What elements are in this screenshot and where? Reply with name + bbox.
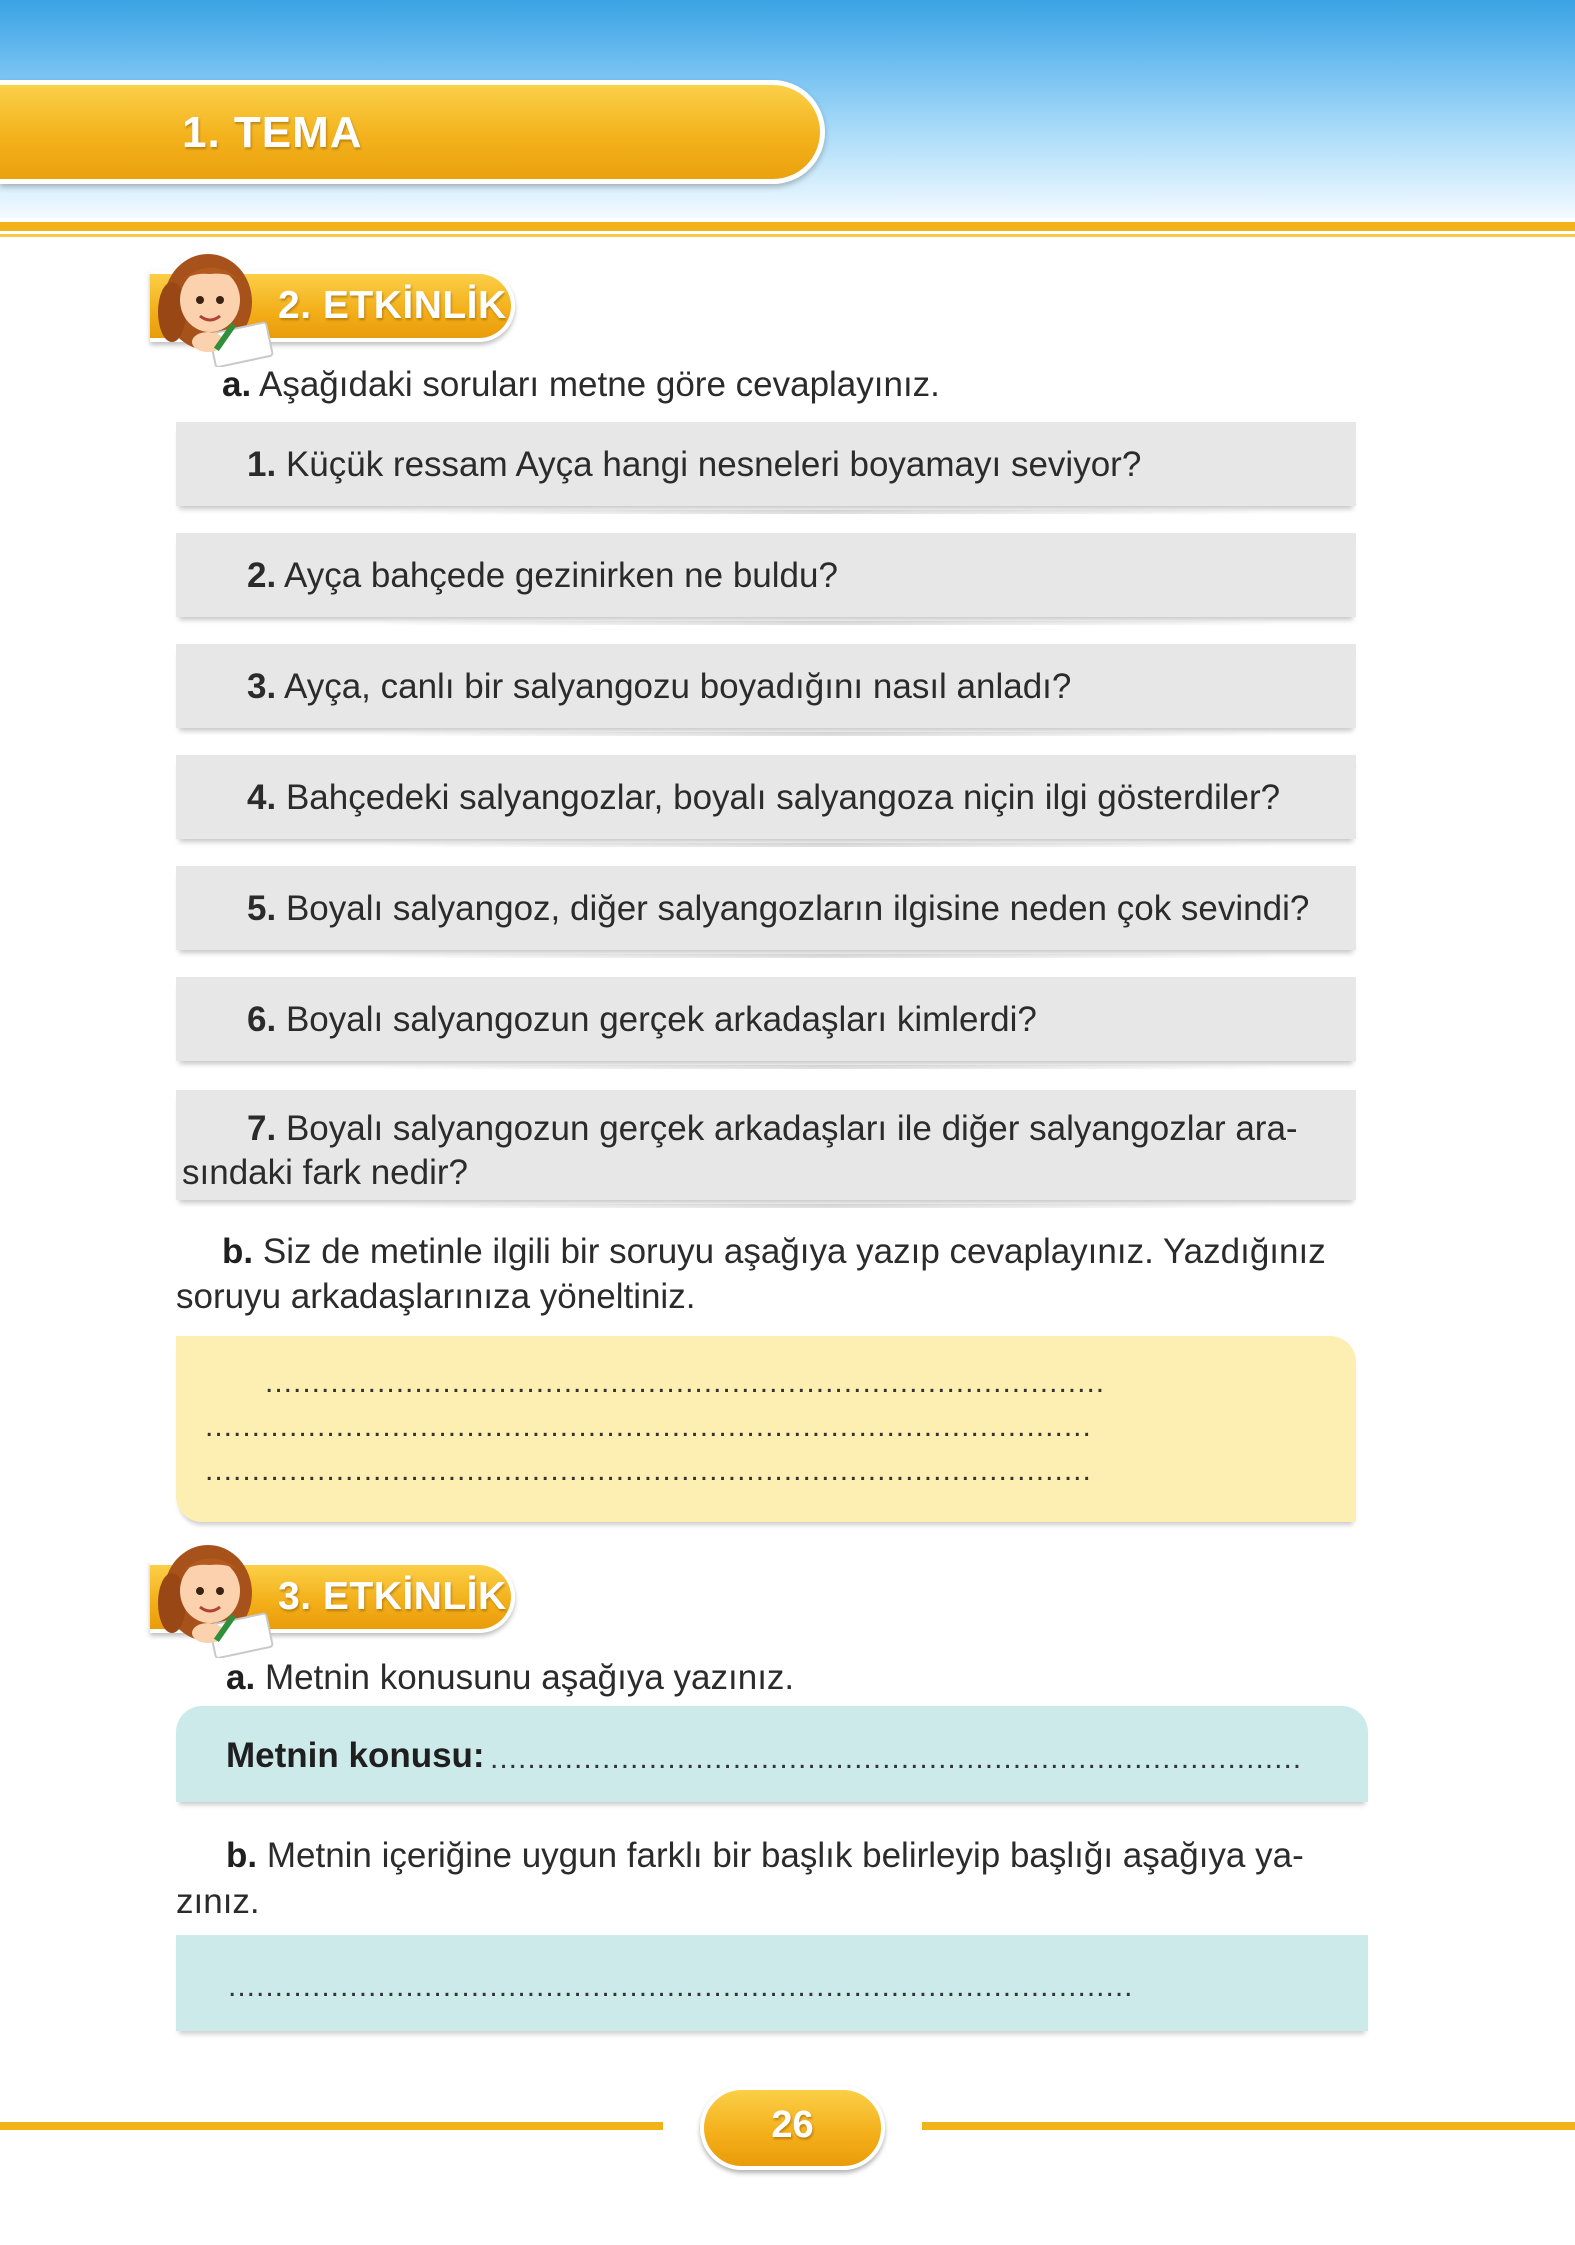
question-item	[247, 445, 1141, 485]
instruction-b	[226, 1836, 1304, 1876]
activity-title: 3. ETKİNLİK	[278, 1575, 507, 1618]
question-item	[247, 1109, 1298, 1149]
theme-tab	[0, 80, 825, 184]
question-item	[247, 667, 1071, 707]
question-number: 2.	[247, 556, 277, 595]
question-item	[247, 556, 838, 596]
question-number: 6.	[247, 1000, 277, 1039]
question-number: 3.	[247, 667, 277, 706]
part-label: b.	[222, 1232, 254, 1271]
instruction-text: Siz de metinle ilgili bir soruyu aşağıya yazıp cevaplayınız. Yazdığınız	[262, 1232, 1326, 1271]
topic-answer-line[interactable]: .......................................................................................	[490, 1742, 1303, 1775]
question-text-continued: sındaki fark nedir?	[182, 1153, 468, 1192]
instruction-b	[222, 1232, 1326, 1272]
question-text: Boyalı salyangoz, diğer salyangozların ilgisine neden çok sevindi?	[285, 889, 1310, 928]
header-divider-thin	[0, 234, 1575, 237]
part-label: a.	[222, 365, 252, 404]
question-text: Boyalı salyangozun gerçek arkadaşları ile diğer salyangozlar ara-	[285, 1109, 1298, 1148]
girl-writing-icon	[150, 1533, 280, 1658]
instruction-text: Metnin içeriğine uygun farklı bir başlık belirleyip başlığı aşağıya ya-	[266, 1836, 1304, 1875]
question-text: Ayça bahçede gezinirken ne buldu?	[284, 556, 838, 595]
instruction-a	[222, 365, 940, 405]
question-number: 7.	[247, 1109, 277, 1148]
instruction-text-continued: zınız.	[176, 1882, 260, 1921]
answer-line[interactable]: ...............................................................................................	[205, 1454, 1092, 1487]
girl-writing-icon	[150, 242, 280, 367]
activity-title: 2. ETKİNLİK	[278, 284, 507, 327]
question-text: Boyalı salyangozun gerçek arkadaşları kimlerdi?	[285, 1000, 1037, 1039]
header-divider	[0, 222, 1575, 231]
question-item	[247, 1000, 1037, 1040]
question-number: 4.	[247, 778, 277, 817]
instruction-a	[226, 1658, 794, 1698]
part-label: b.	[226, 1836, 258, 1875]
title-answer-line[interactable]: .................................................................................................	[228, 1970, 1134, 2003]
answer-line[interactable]: ...............................................................................................	[205, 1410, 1092, 1443]
footer-divider-right	[922, 2122, 1575, 2130]
instruction-text: Metnin konusunu aşağıya yazınız.	[264, 1658, 795, 1697]
question-text: Bahçedeki salyangozlar, boyalı salyangoza niçin ilgi gösterdiler?	[285, 778, 1281, 817]
question-item	[247, 889, 1309, 929]
part-label: a.	[226, 1658, 256, 1697]
question-number: 5.	[247, 889, 277, 928]
question-number: 1.	[247, 445, 277, 484]
answer-line[interactable]: ..........................................................................................	[265, 1366, 1106, 1399]
instruction-text: Aşağıdaki soruları metne göre cevaplayınız.	[259, 365, 940, 404]
theme-title: 1. TEMA	[182, 108, 363, 157]
page-number: 26	[771, 2104, 814, 2146]
topic-label: Metnin konusu:	[226, 1736, 485, 1775]
question-text: Ayça, canlı bir salyangozu boyadığını nasıl anladı?	[284, 667, 1072, 706]
question-text: Küçük ressam Ayça hangi nesneleri boyamayı seviyor?	[285, 445, 1142, 484]
question-item	[247, 778, 1280, 818]
instruction-text-continued: soruyu arkadaşlarınıza yöneltiniz.	[176, 1277, 696, 1316]
footer-divider-left	[0, 2122, 663, 2130]
